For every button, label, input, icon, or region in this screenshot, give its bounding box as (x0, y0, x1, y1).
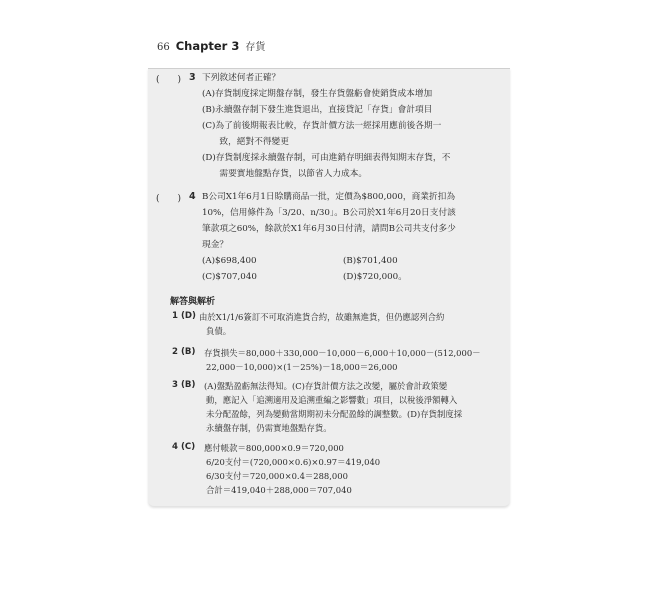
question-stem-line: 10%，信用條件為「3/20、n/30」。B公司於X1年6月20日支付該 (202, 208, 456, 218)
answer-text-line: 由於X1/1/6簽訂不可取消進貨合約，故雖無進貨，但仍應認列合約 (199, 312, 445, 322)
option-a: (A)存貨制度採定期盤存制，發生存貨盤虧會使銷貨成本增加 (202, 89, 433, 99)
option-b: (B)永續盤存制下發生進貨退出，直接貸記「存貨」會計項目 (202, 105, 433, 115)
answer-blank: ( ) (156, 75, 182, 85)
option-d: (D)$720,000。 (343, 272, 407, 282)
answer-text-line: 6/30支付＝720,000×0.4＝288,000 (206, 471, 348, 481)
question-stem: 下列敘述何者正確？ (202, 73, 281, 83)
chapter-label: Chapter 3 (175, 39, 240, 53)
option-c: (C)為了前後期報表比較，存貨計價方法一經採用應前後各期一 (202, 121, 442, 131)
answer-text-line: 應付帳款＝800,000×0.9＝720,000 (204, 443, 344, 453)
page-header (157, 38, 265, 54)
chapter-title: 存貨 (245, 42, 266, 53)
question-stem-line: 現金？ (202, 240, 229, 250)
answer-text-line: 永續盤存制，仍需實地盤點存貨。 (206, 423, 332, 433)
question-stem-line: B公司X1年6月1日賒購商品一批，定價為$800,000，商業折扣為 (202, 192, 456, 202)
answer-blank: ( ) (156, 194, 182, 204)
answer-text-line: 負債。 (206, 326, 232, 336)
answer-text-line: (A)盤點盈虧無法得知。(C)存貨計價方法之改變，屬於會計政策變 (204, 381, 448, 391)
option-a: (A)$698,400 (202, 256, 257, 266)
answer-key: 4 (C) (172, 442, 196, 452)
option-b: (B)$701,400 (343, 256, 398, 266)
answer-text-line: 合計＝419,040＋288,000＝707,040 (206, 485, 352, 495)
answer-text-line: 未分配盈餘，列為變動當期期初未分配盈餘的調整數。(D)存貨制度採 (206, 409, 463, 419)
option-c-continued: 致，絕對不得變更 (202, 137, 289, 147)
option-d: (D)存貨制度採永續盤存制，可由進銷存明細表得知期末存貨，不 (202, 153, 451, 163)
answer-text-line: 動，應記入「追溯適用及追溯重編之影響數」項目，以稅後淨額轉入 (206, 395, 458, 405)
answer-key: 1 (D) (172, 311, 196, 321)
question-number: 3 (189, 72, 196, 83)
answers-heading: 解答與解析 (170, 297, 216, 307)
answer-text-line: 6/20支付＝(720,000×0.6)×0.97＝419,040 (206, 457, 381, 467)
panel-top-divider (148, 68, 510, 69)
answer-text-line: 存貨損失＝80,000＋330,000－10,000－6,000＋10,000－(512,000－ (204, 348, 481, 358)
option-c: (C)$707,040 (202, 272, 257, 282)
option-d-continued: 需要實地盤點存貨，以節省人力成本。 (202, 169, 368, 179)
answer-key: 2 (B) (172, 347, 196, 357)
question-stem-line: 筆款項之60%，餘款於X1年6月30日付清，請問B公司共支付多少 (202, 224, 456, 234)
answer-text-line: 22,000－10,000)×(1－25%)－18,000＝26,000 (206, 362, 398, 372)
answer-key: 3 (B) (172, 380, 196, 390)
question-number: 4 (189, 191, 196, 202)
page-number: 66 (157, 42, 170, 53)
